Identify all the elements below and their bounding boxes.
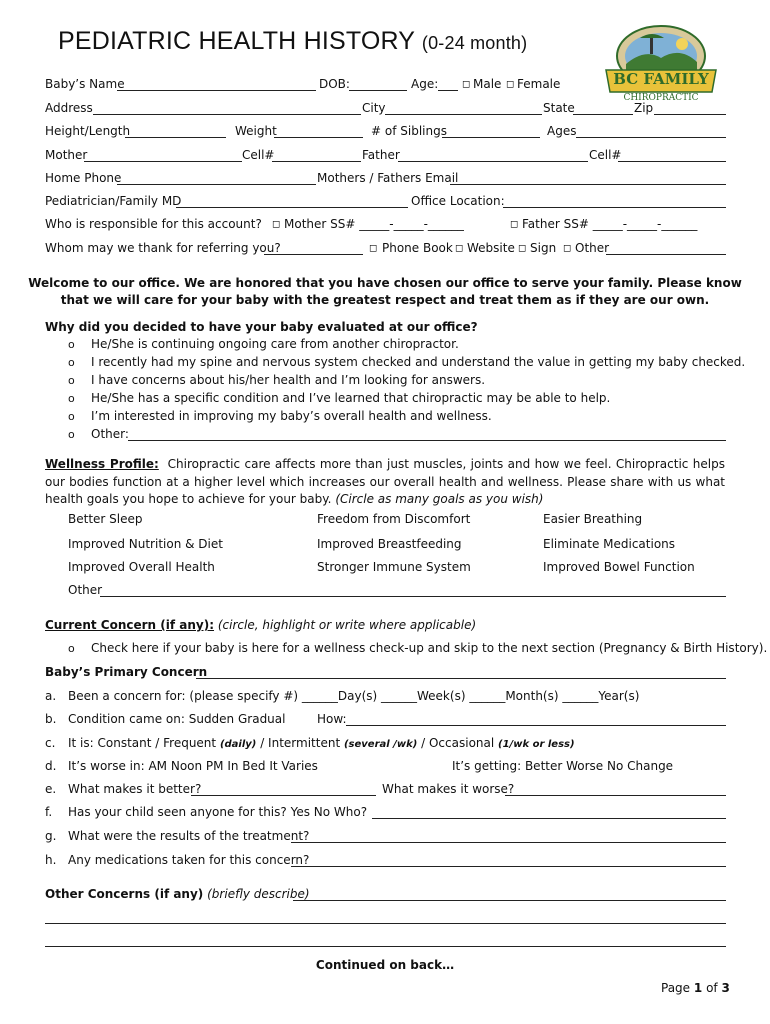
frequency-mid2: / Occasional: [421, 736, 495, 750]
better-field[interactable]: [191, 795, 376, 796]
getting-trend[interactable]: It’s getting: Better Worse No Change: [452, 759, 674, 773]
state-label: State: [543, 101, 575, 115]
wellness-heading: Wellness Profile:: [45, 457, 159, 471]
seen-anyone-label[interactable]: Has your child seen anyone for this? Yes No Who?: [68, 805, 368, 819]
father-ss-checkbox[interactable]: ◻: [510, 219, 519, 230]
mother-cell-field[interactable]: [272, 161, 361, 162]
why-bullet-icon[interactable]: o: [68, 392, 75, 405]
responsible-label: Who is responsible for this account?: [45, 217, 262, 231]
page-title: [58, 27, 527, 56]
phone-book-label: Phone Book: [382, 241, 453, 255]
page-total: 3: [721, 981, 730, 995]
weight-label: Weight: [235, 124, 277, 138]
continued-note: Continued on back…: [315, 958, 455, 972]
office-location-label: Office Location:: [411, 194, 505, 208]
item-letter: e.: [45, 782, 57, 796]
condition-onset[interactable]: Condition came on: Sudden Gradual: [68, 712, 286, 726]
mother-label: Mother: [45, 148, 88, 162]
siblings-label: # of Siblings: [371, 124, 447, 138]
why-option-other: Other:: [91, 427, 129, 441]
wellness-instruction: (Circle as many goals as you wish): [335, 492, 544, 506]
results-label: What were the results of the treatment?: [68, 829, 310, 843]
address-field[interactable]: [93, 114, 361, 115]
item-letter: h.: [45, 853, 57, 867]
logo-text: BC FAMILY: [613, 70, 709, 88]
primary-concern-field[interactable]: [196, 678, 726, 679]
page-current: 1: [693, 981, 703, 995]
goal-other-label: Other: [68, 583, 103, 597]
primary-concern-label: Baby’s Primary Concern: [45, 665, 208, 679]
goal-item[interactable]: Improved Nutrition & Diet: [68, 537, 223, 551]
goal-item[interactable]: Improved Overall Health: [68, 560, 215, 574]
male-label: Male: [473, 77, 502, 91]
other-concerns-field-2[interactable]: [45, 923, 726, 924]
father-cell-field[interactable]: [618, 161, 726, 162]
why-option: I recently had my spine and nervous system checked and understand the value in getting my baby checked.: [91, 355, 746, 369]
worse-label: What makes it worse?: [382, 782, 515, 796]
referral-label: Whom may we thank for referring you?: [45, 241, 281, 255]
welcome-line-2: that we will care for your baby with the greatest respect and treat them as if they are our own.: [60, 293, 710, 307]
item-letter: f.: [45, 805, 53, 819]
onset-how-label: How:: [317, 712, 347, 726]
concern-instruction: (circle, highlight or write where applicable): [217, 618, 477, 632]
ages-label: Ages: [547, 124, 577, 138]
why-other-field[interactable]: [128, 440, 726, 441]
why-bullet-icon[interactable]: o: [68, 428, 75, 441]
pediatrician-label: Pediatrician/Family MD: [45, 194, 182, 208]
logo-subtext: CHIROPRACTIC: [623, 93, 699, 102]
goal-item[interactable]: Stronger Immune System: [317, 560, 471, 574]
dob-field[interactable]: [349, 90, 407, 91]
page-number: [661, 981, 730, 995]
frequency-weekly: (several /wk): [343, 739, 418, 750]
why-question: Why did you decided to have your baby evaluated at our office?: [45, 320, 478, 334]
other-concerns-row: [45, 887, 310, 901]
phone-book-checkbox[interactable]: ◻: [369, 243, 378, 254]
item-letter: g.: [45, 829, 57, 843]
title-main: PEDIATRIC HEALTH HISTORY: [58, 27, 415, 55]
other-referral-checkbox[interactable]: ◻: [563, 243, 572, 254]
concern-heading: Current Concern (if any):: [45, 618, 215, 632]
goal-item[interactable]: Better Sleep: [68, 512, 143, 526]
wellness-paragraph: [45, 456, 725, 509]
why-bullet-icon[interactable]: o: [68, 410, 75, 423]
zip-field[interactable]: [654, 114, 726, 115]
father-ss-field[interactable]: Father SS# _____-_____-______: [522, 217, 698, 231]
dob-label: DOB:: [319, 77, 350, 91]
goal-item[interactable]: Improved Breastfeeding: [317, 537, 462, 551]
item-letter: c.: [45, 736, 56, 750]
frequency-rare: (1/wk or less): [498, 739, 575, 750]
age-label: Age:: [411, 77, 439, 91]
height-label: Height/Length: [45, 124, 131, 138]
results-field[interactable]: [291, 842, 726, 843]
why-bullet-icon[interactable]: o: [68, 338, 75, 351]
sign-label: Sign: [530, 241, 557, 255]
siblings-field[interactable]: [442, 137, 540, 138]
father-label: Father: [362, 148, 400, 162]
other-concerns-instruction: (briefly describe): [207, 887, 310, 901]
why-bullet-icon[interactable]: o: [68, 374, 75, 387]
baby-name-label: Baby’s Name: [45, 77, 125, 91]
other-referral-field[interactable]: [606, 254, 726, 255]
frequency-daily: (daily): [219, 739, 257, 750]
item-letter: a.: [45, 689, 57, 703]
goal-item[interactable]: Eliminate Medications: [543, 537, 676, 551]
goal-item[interactable]: Improved Bowel Function: [543, 560, 695, 574]
female-label: Female: [517, 77, 561, 91]
logo: [600, 18, 722, 102]
why-option: I have concerns about his/her health and I’m looking for answers.: [91, 373, 486, 387]
home-phone-label: Home Phone: [45, 171, 122, 185]
goal-item[interactable]: Freedom from Discomfort: [317, 512, 471, 526]
referral-field[interactable]: [264, 254, 363, 255]
other-concerns-field-3[interactable]: [45, 946, 726, 947]
other-concerns-heading: Other Concerns (if any): [45, 887, 204, 901]
page-prefix: Page: [661, 981, 691, 995]
father-cell-label: Cell#: [589, 148, 622, 162]
medications-label: Any medications taken for this concern?: [68, 853, 310, 867]
wellness-check-label: Check here if your baby is here for a wellness check-up and skip to the next section (Pregnancy & Birth History).: [91, 641, 768, 655]
why-option: He/She is continuing ongoing care from another chiropractor.: [91, 337, 459, 351]
goal-other-field[interactable]: [100, 596, 726, 597]
why-option: He/She has a specific condition and I’ve learned that chiropractic may be able to help.: [91, 391, 611, 405]
mother-ss-checkbox[interactable]: ◻: [272, 219, 281, 230]
page-of: of: [706, 981, 718, 995]
city-field[interactable]: [385, 114, 542, 115]
seen-anyone-field[interactable]: [372, 818, 726, 819]
address-label: Address: [45, 101, 93, 115]
wellness-check-checkbox[interactable]: o: [68, 642, 75, 655]
mother-field[interactable]: [84, 161, 242, 162]
height-field[interactable]: [125, 137, 226, 138]
worse-field[interactable]: [505, 795, 726, 796]
office-location-field[interactable]: [503, 207, 726, 208]
zip-label: Zip: [634, 101, 654, 115]
pediatrician-field[interactable]: [176, 207, 408, 208]
city-label: City: [362, 101, 386, 115]
home-phone-field[interactable]: [117, 184, 316, 185]
logo-graphic: [600, 18, 722, 102]
item-letter: d.: [45, 759, 57, 773]
father-field[interactable]: [398, 161, 588, 162]
concern-duration[interactable]: Been a concern for: (please specify #) ______Day(s) ______Week(s) ______Month(s) ______Year(s): [68, 689, 640, 703]
email-label: Mothers / Fathers Email: [317, 171, 459, 185]
why-option: I’m interested in improving my baby’s overall health and wellness.: [91, 409, 492, 423]
wellness-text: Chiropractic care affects more than just muscles, joints and how we feel. Chiropractic helps our bodies function at a higher level which increases our overall health and wellness. Please share with us what health goals you hope to achieve for your baby.: [45, 457, 725, 506]
age-field[interactable]: [438, 90, 458, 91]
onset-how-field[interactable]: [346, 725, 726, 726]
frequency-row[interactable]: [68, 736, 575, 750]
worse-in[interactable]: It’s worse in: AM Noon PM In Bed It Varies: [68, 759, 318, 773]
website-checkbox[interactable]: ◻: [455, 243, 464, 254]
state-field[interactable]: [573, 114, 633, 115]
baby-name-field[interactable]: [117, 90, 316, 91]
email-field[interactable]: [450, 184, 726, 185]
frequency-mid: / Intermittent: [260, 736, 341, 750]
concern-heading-row: [45, 618, 476, 632]
welcome-line-1: Welcome to our office. We are honored that you have chosen our office to serve your family. Please know: [28, 276, 742, 290]
goal-item[interactable]: Easier Breathing: [543, 512, 643, 526]
frequency-text: It is: Constant / Frequent: [68, 736, 217, 750]
mother-cell-label: Cell#: [242, 148, 275, 162]
medications-field[interactable]: [291, 866, 726, 867]
better-label: What makes it better?: [68, 782, 202, 796]
mother-ss-field[interactable]: Mother SS# _____-_____-______: [284, 217, 464, 231]
other-referral-label: Other: [575, 241, 610, 255]
title-sub: (0-24 month): [421, 33, 528, 53]
sign-checkbox[interactable]: ◻: [518, 243, 527, 254]
female-checkbox[interactable]: ◻: [506, 79, 515, 90]
item-letter: b.: [45, 712, 57, 726]
weight-field[interactable]: [274, 137, 363, 138]
ages-field[interactable]: [576, 137, 726, 138]
other-concerns-field[interactable]: [293, 900, 726, 901]
why-bullet-icon[interactable]: o: [68, 356, 75, 369]
website-label: Website: [467, 241, 515, 255]
male-checkbox[interactable]: ◻: [462, 79, 471, 90]
